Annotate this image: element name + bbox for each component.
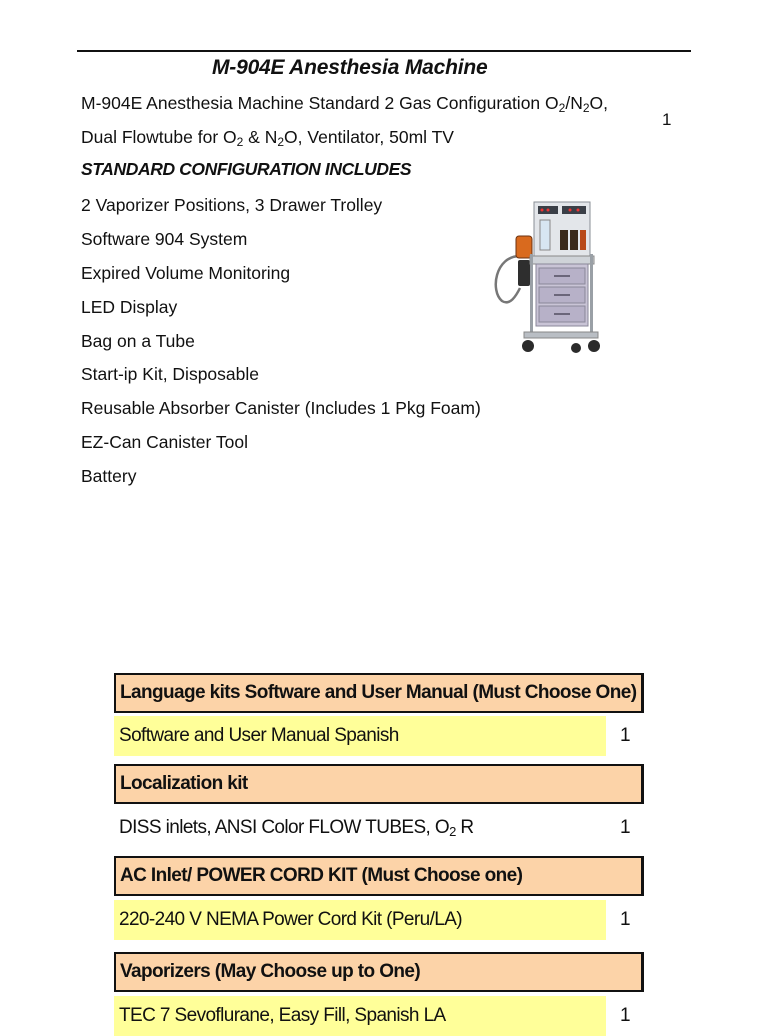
section-header-power-cord: AC Inlet/ POWER CORD KIT (Must Choose one) <box>114 856 644 896</box>
section-qty-vaporizers: 1 <box>620 1005 631 1026</box>
page-title: M-904E Anesthesia Machine <box>212 56 488 79</box>
section-header-localization: Localization kit <box>114 764 644 804</box>
include-item: Bag on a Tube <box>81 331 195 351</box>
section-item-vaporizers: TEC 7 Sevoflurane, Easy Fill, Spanish LA <box>114 996 606 1036</box>
top-rule <box>77 50 691 52</box>
include-item: LED Display <box>81 297 178 317</box>
product-quantity: 1 <box>662 110 672 129</box>
section-item-language: Software and User Manual Spanish <box>114 716 606 756</box>
anesthesia-machine-image <box>490 196 600 358</box>
section-qty-language: 1 <box>620 725 631 746</box>
section-qty-power-cord: 1 <box>620 909 631 930</box>
standard-config-heading: STANDARD CONFIGURATION INCLUDES <box>81 159 412 179</box>
include-item: EZ-Can Canister Tool <box>81 432 248 452</box>
include-item: 2 Vaporizer Positions, 3 Drawer Trolley <box>81 195 383 215</box>
include-item: Software 904 System <box>81 229 248 249</box>
include-item: Reusable Absorber Canister (Includes 1 Pkg Foam) <box>81 398 481 418</box>
section-item-localization: DISS inlets, ANSI Color FLOW TUBES, $O_2$ R <box>119 817 474 839</box>
include-item: Start-ip Kit, Disposable <box>81 364 259 384</box>
section-header-vaporizers: Vaporizers (May Choose up to One) <box>114 952 644 992</box>
section-item-power-cord: 220-240 V NEMA Power Cord Kit (Peru/LA) <box>114 900 606 940</box>
description-line-2: Dual Flowtube for $O_2$ & $N_2O$, Ventilator, 50ml TV <box>81 127 454 149</box>
include-item: Expired Volume Monitoring <box>81 263 291 283</box>
section-header-language: Language kits Software and User Manual (Must Choose One) <box>114 673 644 713</box>
section-qty-localization: 1 <box>620 817 631 838</box>
include-item: Battery <box>81 466 137 486</box>
description-line-1: M-904E Anesthesia Machine Standard 2 Gas Configuration $O_2/N_2O$, <box>81 93 608 115</box>
